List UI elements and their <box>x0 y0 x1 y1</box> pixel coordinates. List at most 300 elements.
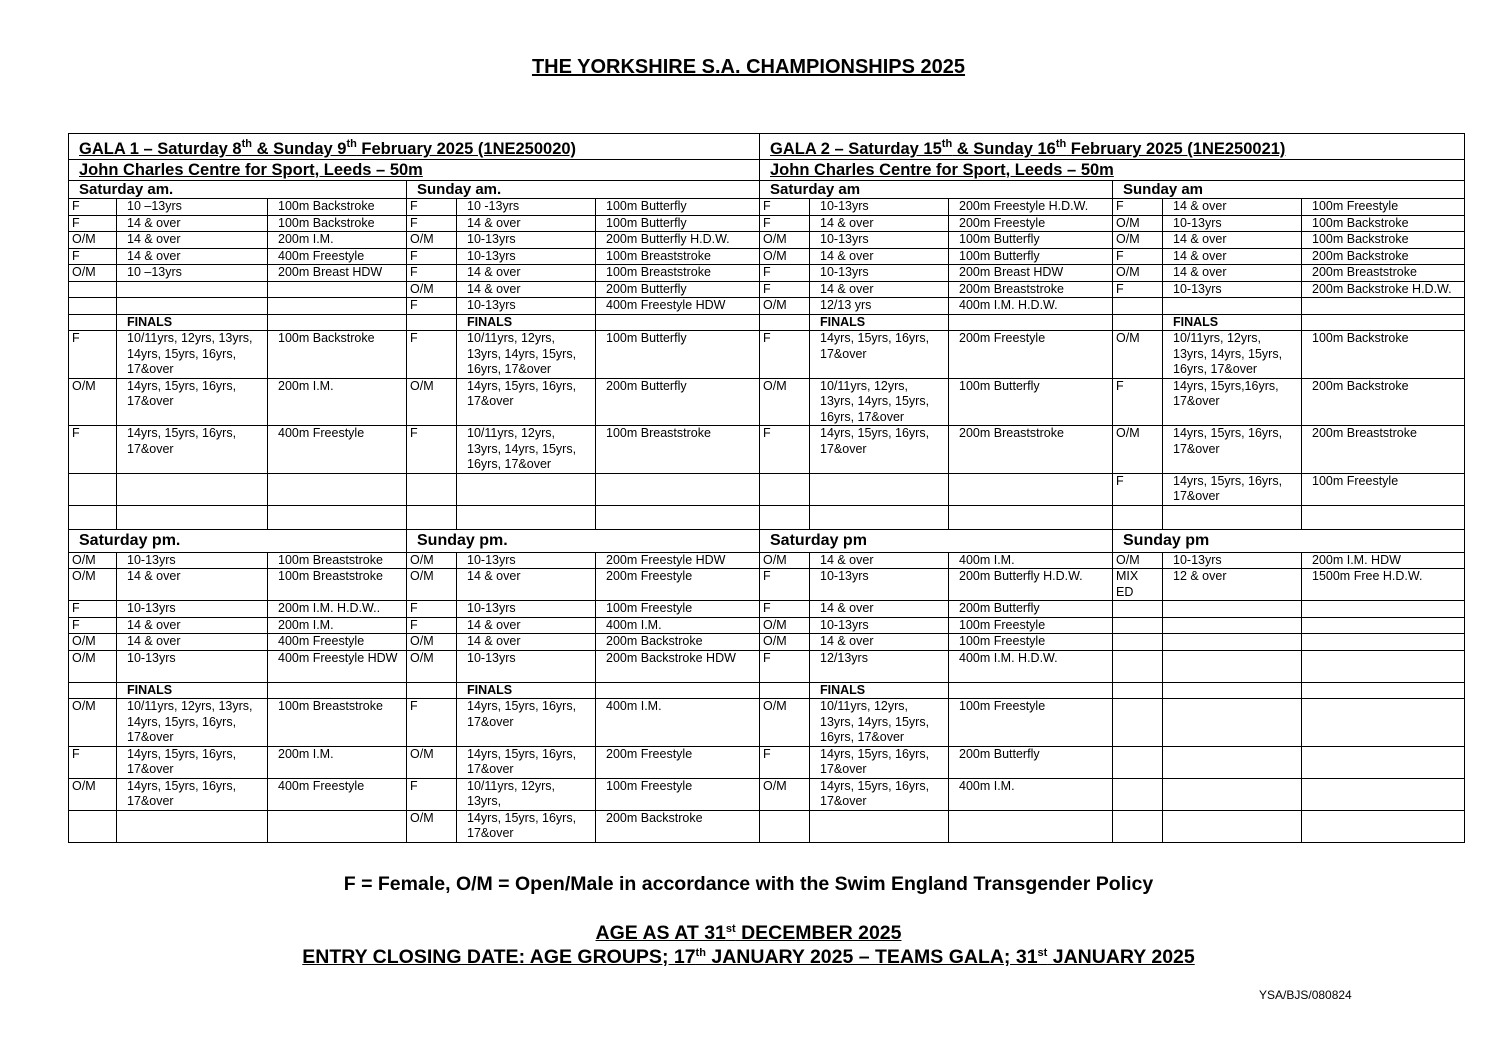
gender-cell: O/M <box>69 232 117 249</box>
age-cell: 14 & over <box>810 281 949 298</box>
age-cell: 14yrs, 15yrs, 16yrs, 17&over <box>810 778 949 810</box>
event-row <box>69 617 1465 634</box>
age-cell: 14yrs, 15yrs, 16yrs, 17&over <box>457 746 596 778</box>
gender-cell: O/M <box>760 552 810 569</box>
event-cell: 200m Freestyle <box>596 569 760 601</box>
gender-cell: O/M <box>407 746 457 778</box>
gender-cell: F <box>407 601 457 618</box>
event-cell: 200m I.M. HDW <box>1302 552 1465 569</box>
age-cell <box>810 505 949 529</box>
gender-cell: F <box>69 248 117 265</box>
empty-cell <box>949 682 1113 699</box>
event-cell: 200m Butterfly <box>949 601 1113 618</box>
event-row <box>69 650 1465 682</box>
gender-cell: O/M <box>69 634 117 651</box>
event-cell: 100m Freestyle <box>949 699 1113 747</box>
gender-cell: F <box>760 199 810 216</box>
age-cell <box>1163 650 1302 682</box>
empty-cell <box>1113 682 1163 699</box>
event-cell: 400m Freestyle <box>268 426 407 474</box>
session-header-row <box>69 529 1465 552</box>
age-cell: 14 & over <box>457 215 596 232</box>
age-cell: 14 & over <box>810 601 949 618</box>
event-cell: 400m I.M. H.D.W. <box>949 298 1113 315</box>
event-row <box>69 810 1465 842</box>
gender-cell: F <box>407 199 457 216</box>
event-cell: 100m Backstroke <box>268 199 407 216</box>
empty-cell <box>1302 314 1465 331</box>
session-header-row <box>69 181 1465 199</box>
gender-cell: F <box>407 617 457 634</box>
event-cell: 100m Breaststroke <box>268 552 407 569</box>
event-cell <box>1302 650 1465 682</box>
age-cell: 14 & over <box>810 248 949 265</box>
event-cell: 100m Backstroke <box>1302 215 1465 232</box>
age-cell: 10-13yrs <box>810 265 949 282</box>
event-cell: 400m Freestyle HDW <box>596 298 760 315</box>
event-cell: 400m Freestyle <box>268 778 407 810</box>
event-cell: 400m Freestyle <box>268 634 407 651</box>
gender-cell: O/M <box>760 699 810 747</box>
event-cell: 1500m Free H.D.W. <box>1302 569 1465 601</box>
age-cell <box>1163 617 1302 634</box>
event-cell <box>949 473 1113 505</box>
session-heading: Sunday pm <box>1113 529 1465 552</box>
age-cell: 14yrs, 15yrs, 16yrs, 17&over <box>457 378 596 426</box>
event-cell: 200m Freestyle <box>949 215 1113 232</box>
age-cell <box>810 473 949 505</box>
gender-cell: F <box>760 215 810 232</box>
gender-cell: O/M <box>407 232 457 249</box>
gender-cell: O/M <box>760 634 810 651</box>
event-row <box>69 331 1465 379</box>
finals-label: FINALS <box>117 682 268 699</box>
age-cell: 14yrs, 15yrs,16yrs, 17&over <box>1163 378 1302 426</box>
event-cell <box>1302 601 1465 618</box>
entry-closing-date: ENTRY CLOSING DATE: AGE GROUPS; 17th JANUARY 2025 – TEAMS GALA; 31st JANUARY 2025 <box>302 946 1195 968</box>
venue-row <box>69 160 1465 181</box>
age-cell: 10-13yrs <box>457 650 596 682</box>
event-cell <box>1302 505 1465 529</box>
gender-cell <box>1113 778 1163 810</box>
event-cell: 100m Freestyle <box>1302 199 1465 216</box>
event-cell <box>268 473 407 505</box>
page-title: THE YORKSHIRE S.A. CHAMPIONSHIPS 2025 <box>531 56 966 78</box>
gender-cell <box>1113 634 1163 651</box>
event-cell: 200m I.M. <box>268 746 407 778</box>
age-cell: 10-13yrs <box>457 232 596 249</box>
gender-cell: F <box>760 426 810 474</box>
event-cell: 100m Butterfly <box>949 232 1113 249</box>
session-heading: Sunday am <box>1113 181 1465 199</box>
age-cell <box>457 505 596 529</box>
age-cell: 14yrs, 15yrs, 16yrs, 17&over <box>1163 426 1302 474</box>
gender-cell <box>407 473 457 505</box>
age-cell: 14 & over <box>117 215 268 232</box>
gender-cell: O/M <box>69 650 117 682</box>
event-row <box>69 634 1465 651</box>
age-cell: 14 & over <box>810 634 949 651</box>
event-cell: 100m Breaststroke <box>596 426 760 474</box>
age-cell: 14yrs, 15yrs, 16yrs, 17&over <box>117 778 268 810</box>
gender-cell: O/M <box>760 617 810 634</box>
age-cell: 10/11yrs, 12yrs, 13yrs, 14yrs, 15yrs, 16yrs, 17&over <box>457 331 596 379</box>
gender-cell: F <box>69 331 117 379</box>
gender-cell <box>69 505 117 529</box>
age-date: AGE AS AT 31st DECEMBER 2025 <box>595 922 902 944</box>
event-cell <box>268 281 407 298</box>
finals-header-row <box>69 314 1465 331</box>
age-cell <box>117 810 268 842</box>
event-cell <box>1302 634 1465 651</box>
gender-cell: O/M <box>1113 232 1163 249</box>
gender-cell <box>1113 601 1163 618</box>
age-cell: 14yrs, 15yrs, 16yrs, 17&over <box>810 426 949 474</box>
gender-cell: F <box>760 281 810 298</box>
gender-cell: O/M <box>407 634 457 651</box>
age-cell: 14yrs, 15yrs, 16yrs, 17&over <box>117 378 268 426</box>
gender-cell: F <box>407 265 457 282</box>
gender-cell <box>1113 746 1163 778</box>
event-cell: 200m Backstroke <box>596 810 760 842</box>
gender-cell: F <box>1113 248 1163 265</box>
session-heading: Saturday pm <box>760 529 1113 552</box>
gender-cell: F <box>407 426 457 474</box>
event-cell: 200m Butterfly H.D.W. <box>596 232 760 249</box>
event-cell <box>1302 298 1465 315</box>
event-cell: 100m Butterfly <box>596 215 760 232</box>
age-cell: 14 & over <box>117 248 268 265</box>
empty-cell <box>949 314 1113 331</box>
gala-2-venue: John Charles Centre for Sport, Leeds – 50m <box>760 160 1465 181</box>
empty-cell <box>407 314 457 331</box>
age-cell: 14 & over <box>117 617 268 634</box>
event-cell <box>1302 617 1465 634</box>
event-cell <box>596 505 760 529</box>
age-cell <box>117 505 268 529</box>
gender-cell: O/M <box>69 378 117 426</box>
event-row <box>69 265 1465 282</box>
age-cell <box>1163 810 1302 842</box>
age-cell: 10/11yrs, 12yrs, 13yrs, 14yrs, 15yrs, 16yrs, 17&over <box>810 699 949 747</box>
event-cell <box>1302 699 1465 747</box>
empty-cell <box>1163 682 1302 699</box>
age-cell: 10-13yrs <box>810 232 949 249</box>
session-heading: Sunday pm. <box>407 529 760 552</box>
age-cell: 14yrs, 15yrs, 16yrs, 17&over <box>117 746 268 778</box>
event-cell: 200m I.M. <box>268 232 407 249</box>
gender-cell: F <box>69 215 117 232</box>
event-cell: 100m Backstroke <box>268 215 407 232</box>
age-cell <box>1163 778 1302 810</box>
gender-cell: F <box>407 298 457 315</box>
event-cell: 100m Backstroke <box>1302 331 1465 379</box>
gender-cell <box>760 473 810 505</box>
empty-cell <box>268 682 407 699</box>
event-row <box>69 569 1465 601</box>
age-cell: 10 -13yrs <box>457 199 596 216</box>
age-cell: 10-13yrs <box>117 650 268 682</box>
age-cell: 14 & over <box>1163 248 1302 265</box>
age-cell: 10/11yrs, 12yrs, 13yrs, 14yrs, 15yrs, 16yrs, 17&over <box>810 378 949 426</box>
event-cell: 200m Breast HDW <box>949 265 1113 282</box>
gender-cell <box>760 505 810 529</box>
age-cell: 14yrs, 15yrs, 16yrs, 17&over <box>1163 473 1302 505</box>
gender-cell <box>1113 617 1163 634</box>
gender-cell: F <box>69 199 117 216</box>
age-cell: 10-13yrs <box>457 248 596 265</box>
event-cell: 400m I.M. <box>596 617 760 634</box>
age-cell: 10-13yrs <box>117 552 268 569</box>
gender-note: F = Female, O/M = Open/Male in accordance with the Swim England Transgender Policy <box>343 873 1154 895</box>
empty-cell <box>1113 314 1163 331</box>
age-cell: 10/11yrs, 12yrs, 13yrs, 14yrs, 15yrs, 16yrs, 17&over <box>457 426 596 474</box>
event-cell: 100m Butterfly <box>949 378 1113 426</box>
age-cell: 12/13 yrs <box>810 298 949 315</box>
age-cell: 14 & over <box>1163 232 1302 249</box>
event-cell <box>949 505 1113 529</box>
gender-cell: MIX ED <box>1113 569 1163 601</box>
age-cell <box>1163 505 1302 529</box>
gender-cell: O/M <box>1113 215 1163 232</box>
schedule-table <box>68 133 1465 843</box>
gender-cell: F <box>1113 281 1163 298</box>
gender-cell <box>760 810 810 842</box>
event-cell: 100m Freestyle <box>949 634 1113 651</box>
event-cell: 100m Backstroke <box>1302 232 1465 249</box>
finals-label: FINALS <box>457 314 596 331</box>
age-cell: 14yrs, 15yrs, 16yrs, 17&over <box>457 810 596 842</box>
age-cell <box>117 281 268 298</box>
event-row <box>69 378 1465 426</box>
event-cell: 400m I.M. <box>949 552 1113 569</box>
empty-cell <box>760 682 810 699</box>
gala-2-heading: GALA 2 – Saturday 15th & Sunday 16th February 2025 (1NE250021) <box>760 134 1465 160</box>
age-cell: 14 & over <box>457 265 596 282</box>
empty-cell <box>596 682 760 699</box>
event-cell: 200m Breaststroke <box>949 426 1113 474</box>
age-cell: 14 & over <box>457 569 596 601</box>
gender-cell: O/M <box>1113 426 1163 474</box>
age-cell: 14 & over <box>810 552 949 569</box>
age-cell: 12/13yrs <box>810 650 949 682</box>
event-row <box>69 248 1465 265</box>
event-cell: 200m Freestyle <box>596 746 760 778</box>
age-cell <box>1163 746 1302 778</box>
empty-cell <box>407 682 457 699</box>
gender-cell: O/M <box>407 650 457 682</box>
age-cell: 10/11yrs, 12yrs, 13yrs, 14yrs, 15yrs, 16yrs, 17&over <box>117 699 268 747</box>
age-cell: 14yrs, 15yrs, 16yrs, 17&over <box>810 746 949 778</box>
event-cell: 200m Butterfly <box>596 281 760 298</box>
gender-cell: O/M <box>69 699 117 747</box>
gender-cell <box>1113 699 1163 747</box>
gender-cell: F <box>69 426 117 474</box>
age-cell: 14 & over <box>1163 199 1302 216</box>
age-cell: 10-13yrs <box>1163 281 1302 298</box>
event-row <box>69 552 1465 569</box>
event-cell: 200m Backstroke <box>596 634 760 651</box>
event-cell: 200m I.M. H.D.W.. <box>268 601 407 618</box>
event-cell: 200m Backstroke <box>1302 248 1465 265</box>
gender-cell <box>407 505 457 529</box>
gender-cell: F <box>407 778 457 810</box>
event-cell: 200m Freestyle H.D.W. <box>949 199 1113 216</box>
event-row <box>69 298 1465 315</box>
event-cell: 200m Butterfly H.D.W. <box>949 569 1113 601</box>
event-cell: 200m Backstroke H.D.W. <box>1302 281 1465 298</box>
finals-label: FINALS <box>1163 314 1302 331</box>
empty-cell <box>596 314 760 331</box>
age-cell: 14yrs, 15yrs, 16yrs, 17&over <box>117 426 268 474</box>
event-cell: 100m Freestyle <box>949 617 1113 634</box>
gender-cell <box>69 298 117 315</box>
event-cell: 400m Freestyle HDW <box>268 650 407 682</box>
finals-label: FINALS <box>810 682 949 699</box>
event-cell <box>1302 746 1465 778</box>
gender-cell: O/M <box>69 265 117 282</box>
event-cell: 200m Breaststroke <box>1302 426 1465 474</box>
gender-cell: O/M <box>760 232 810 249</box>
gender-cell <box>1113 298 1163 315</box>
event-row <box>69 505 1465 529</box>
age-cell: 14 & over <box>457 617 596 634</box>
gender-cell: F <box>1113 199 1163 216</box>
age-cell: 10-13yrs <box>810 199 949 216</box>
age-cell: 10-13yrs <box>810 617 949 634</box>
gender-cell: F <box>760 331 810 379</box>
empty-cell <box>69 682 117 699</box>
age-cell: 14 & over <box>117 634 268 651</box>
empty-cell <box>268 314 407 331</box>
age-cell: 10/11yrs, 12yrs, 13yrs, <box>457 778 596 810</box>
gender-cell <box>1113 650 1163 682</box>
session-heading: Saturday am <box>760 181 1113 199</box>
gender-cell: O/M <box>760 378 810 426</box>
age-cell: 14yrs, 15yrs, 16yrs, 17&over <box>457 699 596 747</box>
gender-cell: F <box>407 331 457 379</box>
gender-cell: O/M <box>760 298 810 315</box>
finals-header-row <box>69 682 1465 699</box>
finals-label: FINALS <box>117 314 268 331</box>
age-cell <box>810 810 949 842</box>
gender-cell: O/M <box>69 778 117 810</box>
age-cell: 14yrs, 15yrs, 16yrs, 17&over <box>810 331 949 379</box>
gala-1-heading: GALA 1 – Saturday 8th & Sunday 9th February 2025 (1NE250020) <box>69 134 760 160</box>
gender-cell: O/M <box>407 569 457 601</box>
event-cell: 200m Freestyle HDW <box>596 552 760 569</box>
age-cell <box>117 473 268 505</box>
age-cell: 10-13yrs <box>457 601 596 618</box>
gender-cell: O/M <box>407 810 457 842</box>
event-cell: 100m Butterfly <box>596 199 760 216</box>
gender-cell: O/M <box>1113 331 1163 379</box>
age-cell: 12 & over <box>1163 569 1302 601</box>
gender-cell: F <box>407 215 457 232</box>
age-cell: 10 –13yrs <box>117 199 268 216</box>
event-cell: 400m Freestyle <box>268 248 407 265</box>
event-cell: 400m I.M. <box>596 699 760 747</box>
gender-cell <box>69 281 117 298</box>
event-cell: 100m Freestyle <box>1302 473 1465 505</box>
event-cell: 200m I.M. <box>268 617 407 634</box>
event-cell: 100m Breaststroke <box>268 699 407 747</box>
event-cell: 100m Butterfly <box>949 248 1113 265</box>
empty-cell <box>760 314 810 331</box>
gender-cell: O/M <box>407 552 457 569</box>
gender-cell: O/M <box>1113 265 1163 282</box>
age-cell: 10-13yrs <box>810 569 949 601</box>
age-cell: 10-13yrs <box>1163 552 1302 569</box>
empty-cell <box>69 314 117 331</box>
age-cell: 14 & over <box>117 232 268 249</box>
gender-cell: F <box>69 617 117 634</box>
age-cell <box>457 473 596 505</box>
event-row <box>69 601 1465 618</box>
event-cell: 200m Breaststroke <box>1302 265 1465 282</box>
gender-cell: O/M <box>407 378 457 426</box>
age-cell: 14 & over <box>1163 265 1302 282</box>
event-cell: 100m Freestyle <box>596 601 760 618</box>
event-cell <box>268 298 407 315</box>
event-cell <box>268 810 407 842</box>
age-cell <box>117 298 268 315</box>
gender-cell: F <box>760 746 810 778</box>
event-row <box>69 232 1465 249</box>
gala-header-row <box>69 134 1465 160</box>
gender-cell: O/M <box>69 569 117 601</box>
event-row <box>69 426 1465 474</box>
session-heading: Saturday pm. <box>69 529 407 552</box>
event-row <box>69 699 1465 747</box>
event-cell: 200m Freestyle <box>949 331 1113 379</box>
event-cell <box>1302 778 1465 810</box>
age-cell: 10/11yrs, 12yrs, 13yrs, 14yrs, 15yrs, 16yrs, 17&over <box>1163 331 1302 379</box>
gender-cell: F <box>1113 473 1163 505</box>
event-cell <box>596 473 760 505</box>
event-cell: 400m I.M. <box>949 778 1113 810</box>
age-cell <box>1163 601 1302 618</box>
event-cell: 100m Freestyle <box>596 778 760 810</box>
gender-cell: F <box>69 601 117 618</box>
age-cell: 10-13yrs <box>1163 215 1302 232</box>
age-cell: 10-13yrs <box>457 298 596 315</box>
document-reference: YSA/BJS/080824 <box>1259 988 1352 1002</box>
event-cell: 100m Backstroke <box>268 331 407 379</box>
gender-cell: F <box>760 569 810 601</box>
event-row <box>69 199 1465 216</box>
gender-cell <box>69 473 117 505</box>
age-cell: 14 & over <box>457 281 596 298</box>
gala-1-venue: John Charles Centre for Sport, Leeds – 50m <box>69 160 760 181</box>
age-cell <box>1163 298 1302 315</box>
gender-cell: F <box>69 746 117 778</box>
gender-cell: O/M <box>69 552 117 569</box>
age-cell: 14 & over <box>117 569 268 601</box>
event-cell: 200m Backstroke <box>1302 378 1465 426</box>
gender-cell: F <box>407 248 457 265</box>
event-cell: 200m Butterfly <box>949 746 1113 778</box>
gender-cell: O/M <box>407 281 457 298</box>
gender-cell: O/M <box>760 778 810 810</box>
age-cell: 14 & over <box>810 215 949 232</box>
gender-cell <box>1113 505 1163 529</box>
event-cell <box>268 505 407 529</box>
gender-cell: O/M <box>760 248 810 265</box>
age-cell <box>1163 634 1302 651</box>
age-cell: 14 & over <box>457 634 596 651</box>
event-cell: 200m Butterfly <box>596 378 760 426</box>
